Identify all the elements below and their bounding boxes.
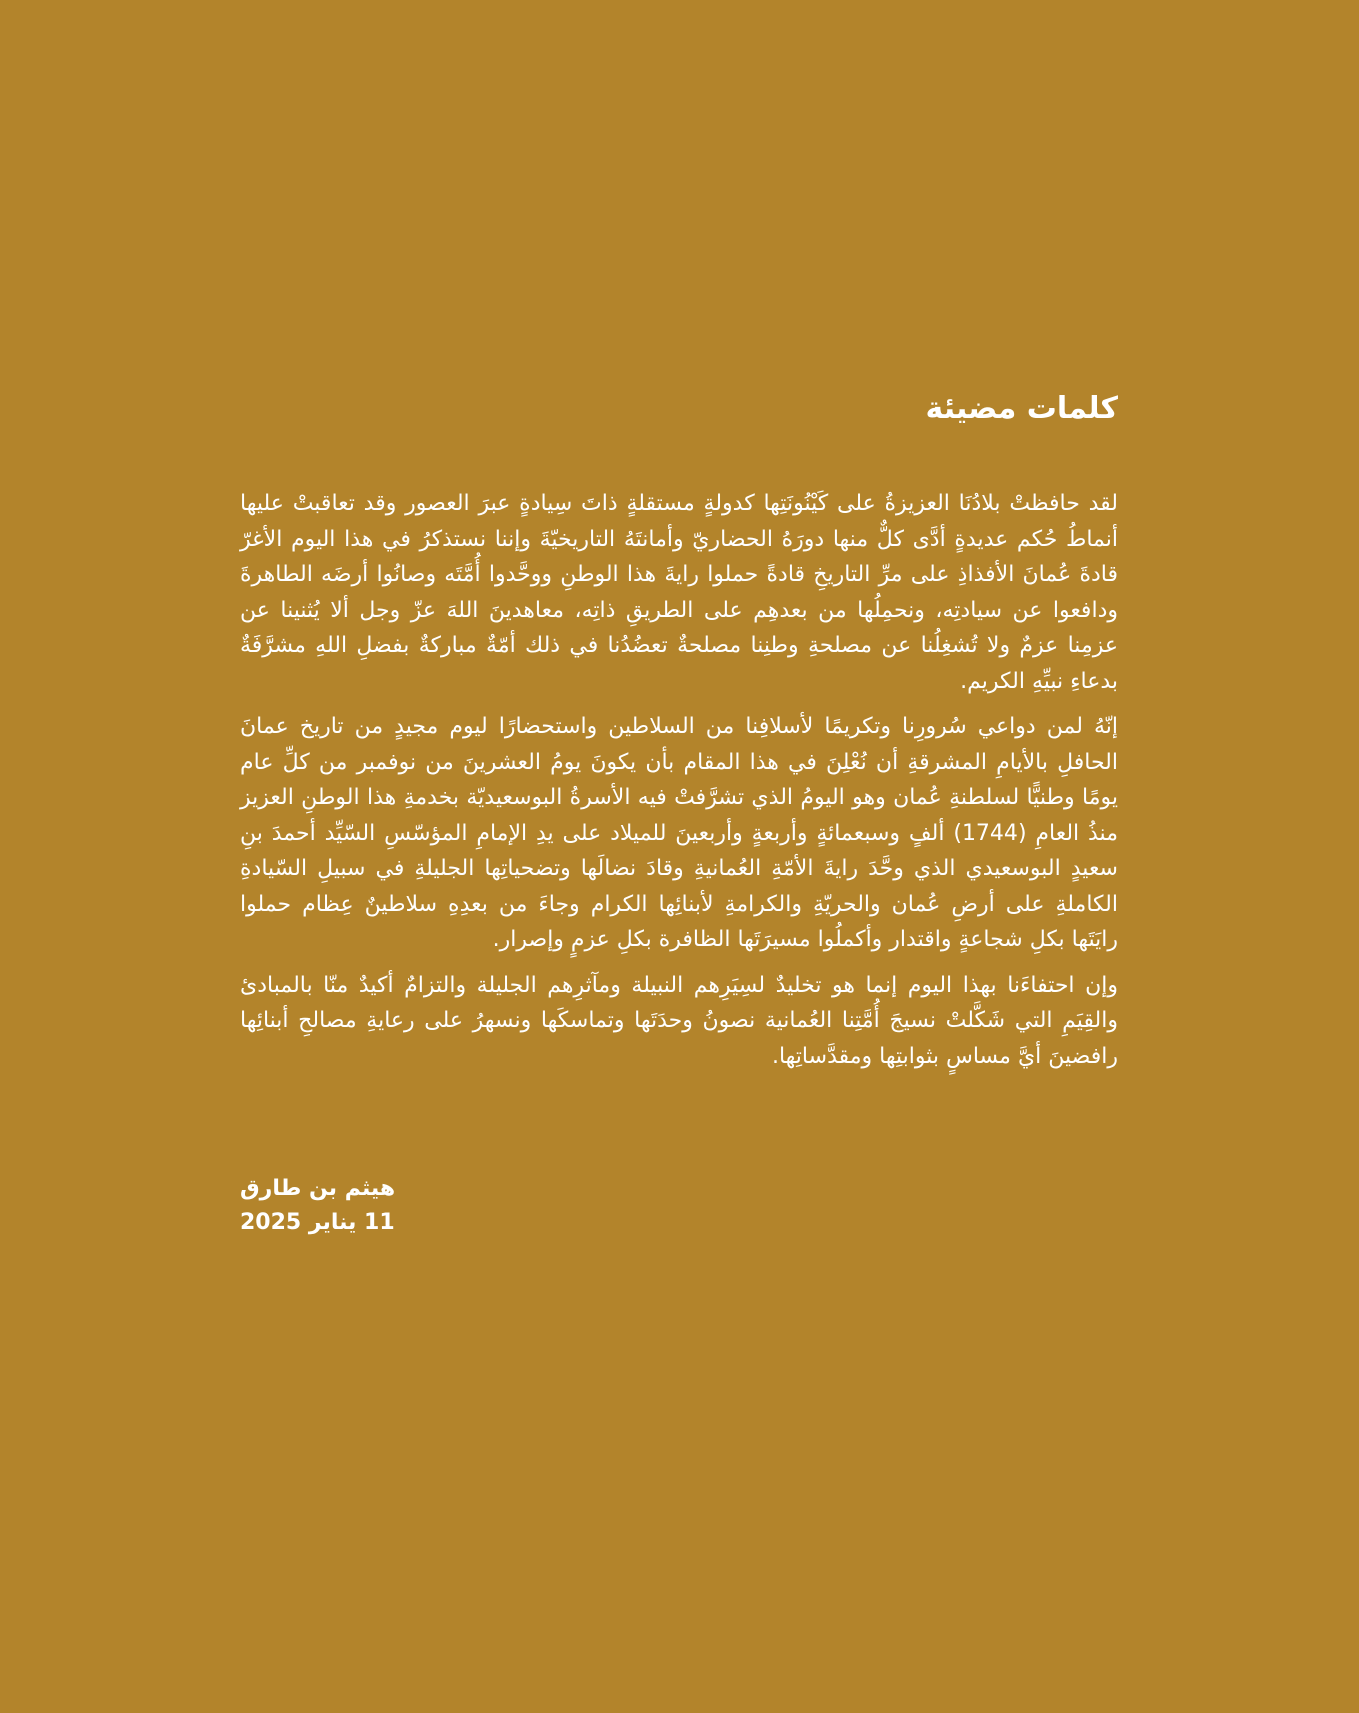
page-title: كلمات مضيئة	[925, 391, 1118, 426]
paragraph-2: إنّهُ لمن دواعي سُرورِنا وتكريمًا لأسلافِنا من السلاطين واستحضارًا ليوم مجيدٍ من تاريخ عمانَ الحافلِ بالأيامِ المشرقةِ أن نُعْلِنَ في هذا المقام بأن يكونَ يومُ العشرينَ من نوفمبر من كلِّ عام يومًا وطنيًّا لسلطنةِ عُمان وهو اليومُ الذي تشرَّفتْ فيه الأسرةُ البوسعيديّة بخدمةِ هذا الوطنِ العزيز منذُ العامِ (1744) ألفٍ وسبعمائةٍ وأربعةٍ وأربعينَ للميلاد على يدِ الإمامِ المؤسّسِ السّيِّد أحمدَ بنِ سعيدٍ البوسعيدي الذي وحَّدَ رايةَ الأمّةِ العُمانيةِ وقادَ نضالَها وتضحياتِها الجليلةِ في سبيلِ السّيادةِ الكاملةِ على أرضِ عُمان والحريّةِ والكرامةِ لأبنائِها الكرام وجاءَ من بعدِهِ سلاطينٌ عِظام حملوا رايَتَها بكلِ شجاعةٍ واقتدار وأكملُوا مسيرَتَها الظافرة بكلِ عزمٍ وإصرار.	[240, 714, 1118, 952]
signature-wrapper	[240, 1172, 395, 1240]
signature-block	[240, 1172, 440, 1240]
signature-name: هيثم بن طارق	[240, 1176, 396, 1201]
signature-date: 11 يناير 2025	[240, 1210, 395, 1235]
letter-body	[240, 388, 1118, 1084]
paragraph-1: لقد حافظتْ بلادُنَا العزيزةُ على كَيْنُونَتِها كدولةٍ مستقلةٍ ذاتَ سِيادةٍ عبرَ العصور وقد تعاقبتْ عليها أنماطُ حُكم عديدةٍ أدَّى كلٌّ منها دورَهُ الحضاريّ وأمانتَهُ التاريخيّةَ وإننا نستذكرُ في هذا اليوم الأغرّ قادةَ عُمانَ الأفذاذِ على مرِّ التاريخِ قادةً حملوا رايةَ هذا الوطنِ ووحَّدوا أُمَّتَه وصانُوا أرضَه الطاهرةَ ودافعوا عن سيادتِه، ونحمِلُها من بعدهِم على الطريقِ ذاتِه، معاهدينَ اللهَ عزّ وجل ألا يُثنينا عن عزمِنا عزمٌ ولا تُشغِلُنا عن مصلحةِ وطنِنا مصلحةٌ تعضُدُنا في ذلك أمّةٌ مباركةٌ بفضلِ اللهِ مشرَّفَةٌ بدعاءِ نبيِّهِ الكريم.	[240, 491, 1118, 694]
paragraph-3: وإن احتفاءَنا بهذا اليوم إنما هو تخليدٌ لسِيَرِهم النبيلة ومآثرِهم الجليلة والتزامٌ أكيدٌ منّا بالمبادئ والقِيَمِ التي شَكَّلتْ نسيجَ أُمَّتِنا العُمانية نصونُ وحدَتَها وتماسكَها ونسهرُ على رعايةِ مصالحِ أبنائِها رافضينَ أيَّ مساسٍ بثوابتِها ومقدَّساتِها.	[240, 972, 1118, 1069]
